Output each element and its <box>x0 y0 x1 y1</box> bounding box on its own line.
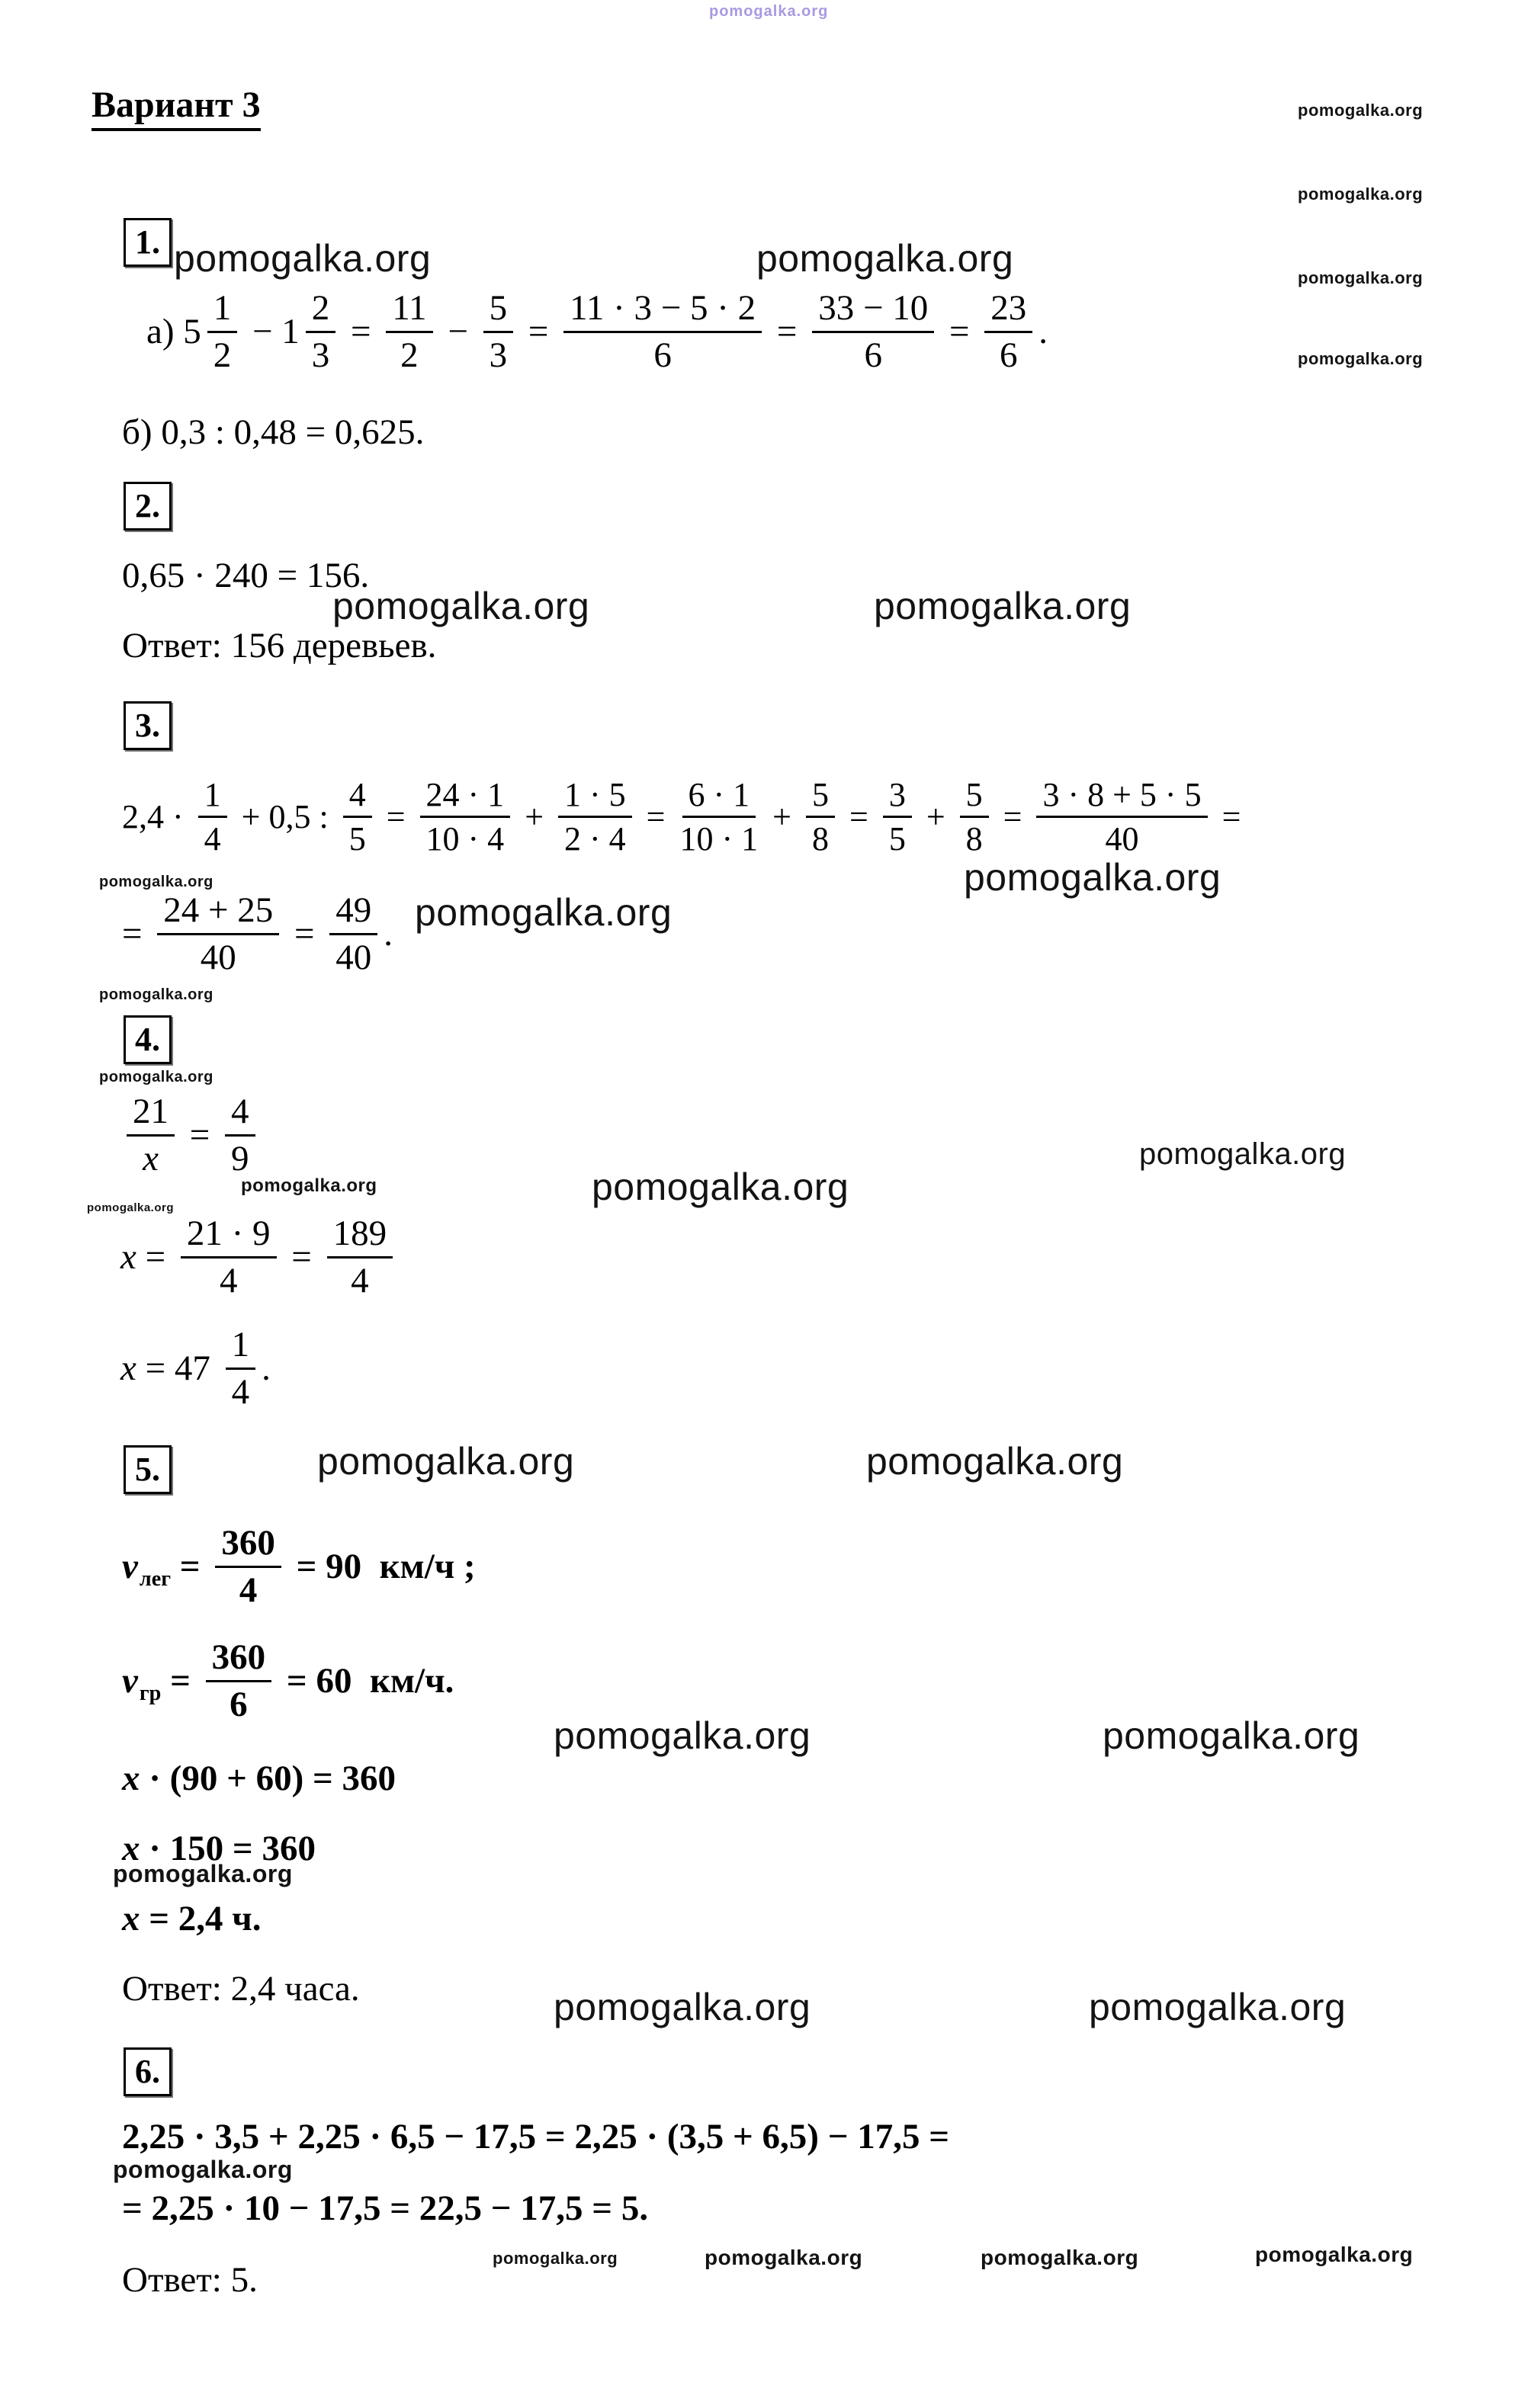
math-text: = <box>136 1237 175 1278</box>
watermark: pomogalka.org <box>1103 1714 1360 1757</box>
watermark: pomogalka.org <box>1298 349 1424 368</box>
math-text: − <box>438 312 477 352</box>
fraction-numerator: 11 · 3 − 5 · 2 <box>563 288 762 333</box>
math-line <box>122 2188 648 2229</box>
fraction <box>984 288 1032 375</box>
math-line <box>146 288 1048 375</box>
math-line <box>120 1325 271 1412</box>
fraction-denominator: 8 <box>965 820 983 858</box>
fraction-denominator: 4 <box>219 1260 238 1300</box>
watermark: pomogalka.org <box>99 874 213 890</box>
watermark: pomogalka.org <box>756 237 1014 280</box>
fraction-numerator: 6 · 1 <box>682 776 756 818</box>
math-text: = <box>282 1237 321 1278</box>
math-text: = <box>637 798 674 836</box>
math-text: 2,25 · 3,5 + 2,25 · 6,5 − 17,5 = 2,25 · (3,5 + 6,5) − 17,5 = <box>122 2117 950 2156</box>
math-text: Ответ: 5. <box>122 2260 258 2300</box>
math-variable: x <box>122 1829 140 1868</box>
fraction-numerator: 1 · 5 <box>558 776 632 818</box>
fraction <box>343 776 372 858</box>
fraction-numerator: 4 <box>343 776 372 818</box>
fraction-denominator: 3 <box>489 335 508 375</box>
problem-number-box <box>124 1445 172 1494</box>
fraction-denominator: 6 <box>999 335 1018 375</box>
watermark: pomogalka.org <box>1298 184 1424 204</box>
problem-number-box <box>124 1015 172 1064</box>
fraction <box>420 776 511 858</box>
fraction-numerator: 2 <box>306 288 336 333</box>
fraction <box>483 288 514 375</box>
fraction-numerator: 3 <box>883 776 912 818</box>
fraction <box>329 890 377 977</box>
fraction-denominator: 6 <box>864 335 882 375</box>
watermark: pomogalka.org <box>241 1175 377 1196</box>
math-text: = <box>122 914 152 954</box>
subscript: гр <box>139 1681 162 1705</box>
math-text: = <box>342 312 380 352</box>
variable-with-subscript <box>122 1546 172 1591</box>
watermark: pomogalka.org <box>1139 1137 1347 1171</box>
problem-number: 2. <box>135 487 160 524</box>
math-text: + <box>917 798 954 836</box>
fraction-numerator: 21 · 9 <box>181 1214 277 1259</box>
math-text: . <box>384 914 393 954</box>
watermark: pomogalka.org <box>317 1440 575 1483</box>
watermark: pomogalka.org <box>1255 2243 1414 2266</box>
fraction-denominator: 40 <box>1105 820 1139 858</box>
watermark: pomogalka.org <box>964 856 1221 899</box>
fraction <box>181 1214 277 1300</box>
math-text: + <box>764 798 800 836</box>
fraction-numerator: 23 <box>984 288 1032 333</box>
math-text: = <box>377 798 414 836</box>
fraction-denominator: 2 <box>213 335 232 375</box>
fraction <box>225 1092 255 1178</box>
variable: v <box>122 1547 138 1587</box>
math-text: 2,4 · <box>122 798 192 836</box>
fraction-denominator: 40 <box>335 937 372 977</box>
fraction <box>563 288 762 375</box>
fraction-numerator: 5 <box>960 776 989 818</box>
watermark: pomogalka.org <box>709 3 829 20</box>
fraction <box>680 776 759 858</box>
fraction-denominator: 6 <box>653 335 672 375</box>
fraction <box>207 288 238 375</box>
math-text: = 47 <box>136 1348 220 1389</box>
watermark: pomogalka.org <box>866 1440 1124 1483</box>
math-line <box>122 1523 476 1610</box>
math-line <box>122 1968 360 2009</box>
math-variable: x <box>122 1759 140 1798</box>
math-line <box>122 1898 262 1939</box>
math-line <box>122 2116 949 2157</box>
fraction-numerator: 24 + 25 <box>157 890 279 935</box>
problem-number-box <box>124 218 172 267</box>
math-text: = 2,4 ч. <box>140 1899 262 1938</box>
math-variable: x <box>122 1899 140 1938</box>
fraction <box>226 1325 256 1412</box>
fraction-numerator: 49 <box>329 890 377 935</box>
fraction <box>327 1214 393 1300</box>
math-text: = <box>519 312 558 352</box>
watermark: pomogalka.org <box>493 2249 618 2268</box>
math-line <box>120 1214 399 1300</box>
watermark: pomogalka.org <box>99 986 213 1003</box>
fraction-denominator: 2 <box>400 335 419 375</box>
math-text: = <box>768 312 807 352</box>
fraction <box>127 1092 175 1178</box>
math-line <box>122 625 436 666</box>
fraction-denominator: 4 <box>204 820 221 858</box>
page-title: Вариант 3 <box>91 84 261 131</box>
math-text: = <box>161 1661 200 1701</box>
watermark: pomogalka.org <box>174 237 432 280</box>
math-line <box>122 1758 396 1799</box>
math-text: = <box>1213 798 1241 836</box>
fraction-numerator: 5 <box>806 776 835 818</box>
fraction <box>1036 776 1207 858</box>
fraction-denominator: 5 <box>888 820 906 858</box>
math-variable: x <box>120 1348 136 1389</box>
math-text: . <box>262 1348 271 1389</box>
fraction <box>306 288 336 375</box>
math-text: = <box>840 798 877 836</box>
problem-number-box <box>124 701 172 750</box>
watermark: pomogalka.org <box>874 585 1132 627</box>
watermark: pomogalka.org <box>1298 101 1424 120</box>
math-line <box>122 1637 454 1724</box>
watermark: pomogalka.org <box>113 2156 293 2183</box>
fraction <box>806 776 835 858</box>
watermark: pomogalka.org <box>87 1201 175 1214</box>
watermark: pomogalka.org <box>113 1860 293 1887</box>
math-text: · (90 + 60) = 360 <box>140 1759 396 1798</box>
fraction-numerator: 24 · 1 <box>420 776 511 818</box>
problem-number: 1. <box>135 223 160 261</box>
fraction <box>812 288 934 375</box>
fraction <box>960 776 989 858</box>
variable-with-subscript <box>122 1660 162 1705</box>
watermark: pomogalka.org <box>99 1069 213 1085</box>
watermark: pomogalka.org <box>332 585 590 627</box>
subscript: лег <box>139 1566 172 1591</box>
watermark: pomogalka.org <box>554 1986 811 2028</box>
fraction <box>198 776 227 858</box>
fraction-numerator: 360 <box>215 1523 281 1568</box>
math-text: . <box>1038 312 1048 352</box>
problem-number: 3. <box>135 707 160 744</box>
watermark: pomogalka.org <box>981 2246 1139 2269</box>
fraction-numerator: 3 · 8 + 5 · 5 <box>1036 776 1207 818</box>
fraction-denominator: 6 <box>230 1684 248 1724</box>
watermark: pomogalka.org <box>705 2246 863 2269</box>
math-line <box>122 412 424 453</box>
math-text: = <box>181 1115 220 1156</box>
fraction-denominator: 10 · 1 <box>679 820 759 858</box>
fraction <box>883 776 912 858</box>
math-text: + <box>516 798 553 836</box>
fraction-numerator: 5 <box>483 288 514 333</box>
math-text: Ответ: 2,4 часа. <box>122 1969 360 2009</box>
math-line <box>120 1092 262 1178</box>
problem-number: 5. <box>135 1451 160 1488</box>
fraction-numerator: 360 <box>206 1637 272 1682</box>
math-text: = <box>940 312 979 352</box>
math-text: = 90 км/ч ; <box>287 1547 476 1587</box>
fraction <box>386 288 432 375</box>
math-text: + 0,5 : <box>233 798 337 836</box>
watermark: pomogalka.org <box>415 891 673 934</box>
fraction <box>215 1523 281 1610</box>
math-text: б) 0,3 : 0,48 = 0,625. <box>122 412 425 452</box>
math-line <box>122 555 369 596</box>
fraction-numerator: 11 <box>386 288 432 333</box>
math-text: = <box>285 914 324 954</box>
math-text: = 60 км/ч. <box>278 1661 454 1701</box>
watermark: pomogalka.org <box>592 1166 849 1208</box>
watermark: pomogalka.org <box>554 1714 811 1757</box>
watermark: pomogalka.org <box>1298 268 1424 287</box>
fraction-denominator: 5 <box>348 820 366 858</box>
fraction-numerator: 1 <box>226 1325 256 1370</box>
fraction-denominator: 9 <box>231 1138 249 1178</box>
fraction-denominator: 40 <box>200 937 236 977</box>
fraction-denominator: 3 <box>311 335 330 375</box>
math-line <box>122 890 393 977</box>
fraction-denominator: 4 <box>239 1570 258 1610</box>
fraction-denominator: 10 · 4 <box>425 820 505 858</box>
math-text: = <box>994 798 1031 836</box>
math-text: 0,65 · 240 = 156. <box>122 556 370 595</box>
problem-number: 6. <box>135 2053 160 2090</box>
math-line <box>122 776 1241 858</box>
fraction-numerator: 1 <box>198 776 227 818</box>
math-variable: x <box>120 1237 136 1278</box>
math-text: а) 5 <box>146 312 201 352</box>
math-text: Ответ: 156 деревьев. <box>122 626 437 665</box>
fraction <box>157 890 279 977</box>
fraction-numerator: 189 <box>327 1214 393 1259</box>
fraction-numerator: 4 <box>225 1092 255 1137</box>
problem-number-box <box>124 2047 172 2096</box>
fraction-denominator: 8 <box>811 820 829 858</box>
math-line <box>122 2259 258 2301</box>
fraction-numerator: 21 <box>127 1092 175 1137</box>
watermark: pomogalka.org <box>1089 1986 1347 2028</box>
problem-number-box <box>124 482 172 531</box>
fraction-denominator: 4 <box>351 1260 369 1300</box>
fraction <box>558 776 632 858</box>
fraction-numerator: 1 <box>207 288 238 333</box>
fraction-denominator: x <box>143 1138 159 1178</box>
math-text: = 2,25 · 10 − 17,5 = 22,5 − 17,5 = 5. <box>122 2188 649 2228</box>
fraction <box>206 1637 272 1724</box>
math-text: − 1 <box>243 312 300 352</box>
math-text: · 150 = 360 <box>140 1829 316 1868</box>
math-line <box>122 1828 316 1869</box>
variable: v <box>122 1661 138 1701</box>
math-text: = <box>171 1547 210 1587</box>
problem-number: 4. <box>135 1021 160 1058</box>
fraction-denominator: 2 · 4 <box>564 820 626 858</box>
fraction-denominator: 4 <box>231 1371 250 1412</box>
fraction-numerator: 33 − 10 <box>812 288 934 333</box>
